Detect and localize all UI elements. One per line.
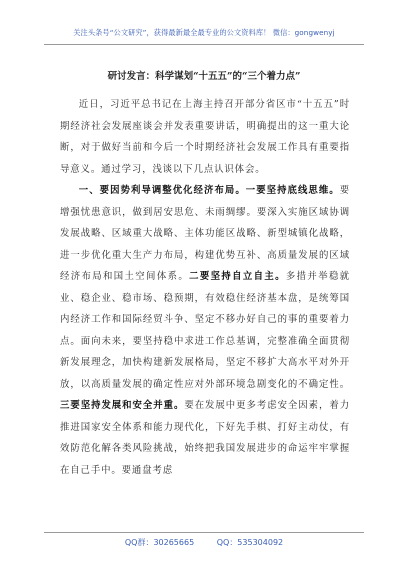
section-one-text-3: 要在发展中更多考虑安全因素，着力推进国家安全体系和能力现代化，下好先手棋、打好主动仗，有效防范化解各类风险挑战，始终把我国发展进步的命运牢牢掌握在自己手中。 xyxy=(60,400,350,476)
qq-number-text: QQ：535304092 xyxy=(216,538,284,547)
page-title: 研讨发言：科学谋划“十五五”的“三个着力点” xyxy=(107,71,301,82)
footer-contact xyxy=(0,537,408,549)
section-one-paragraph xyxy=(60,180,350,481)
section-one-text-2: 多措并举稳就业、稳企业、稳市场、稳预期，有效稳住经济基本盘，是统筹国内经济工作和国际经贸斗争、坚定不移办好自己的事的重要着力点。面向未来，要坚持稳中求进工作总基调，完整准确全面贯彻新发展理念，加快构建新发展格局，坚定不移扩大高水平对外开放，以高质量发展的确定性应对外部环境急剧变化的不确定性。 xyxy=(60,271,350,390)
section-one-tail: 要通盘考虑 xyxy=(121,464,174,476)
header-divider xyxy=(44,44,364,45)
section-one-text-1: 要增强忧患意识，做到居安思危、未雨绸缪。要深入实施区域协调发展战略、区域重大战略、主体功能区战略、新型城镇化战略，进一步优化重大生产力布局，构建优势互补、高质量发展的区域经济布局和国土空间体系。 xyxy=(60,185,350,282)
section-one-heading: 一、要因势利导调整优化经济布局。一要坚持底线思维。 xyxy=(78,185,340,196)
point-three-heading: 三要坚持发展和安全并重。 xyxy=(60,400,185,411)
qq-group-text: QQ群：30265665 xyxy=(124,538,195,547)
document-body xyxy=(60,94,350,481)
point-two-heading: 二要坚持自立自主。 xyxy=(189,271,286,282)
header-note: 关注头条号“公文研究”，获得最新最全最专业的公文资料库！ 微信：gongwenyj xyxy=(73,28,335,37)
footer-divider xyxy=(44,532,364,533)
intro-paragraph: 近日，习近平总书记在上海主持召开部分省区市“十五五”时期经济社会发展座谈会并发表重要讲话，明确提出的这一重大论断，对于做好当前和今后一个时期经济社会发展工作具有重要指导意义。通过学习，浅谈以下几点认识体会。 xyxy=(60,99,350,175)
